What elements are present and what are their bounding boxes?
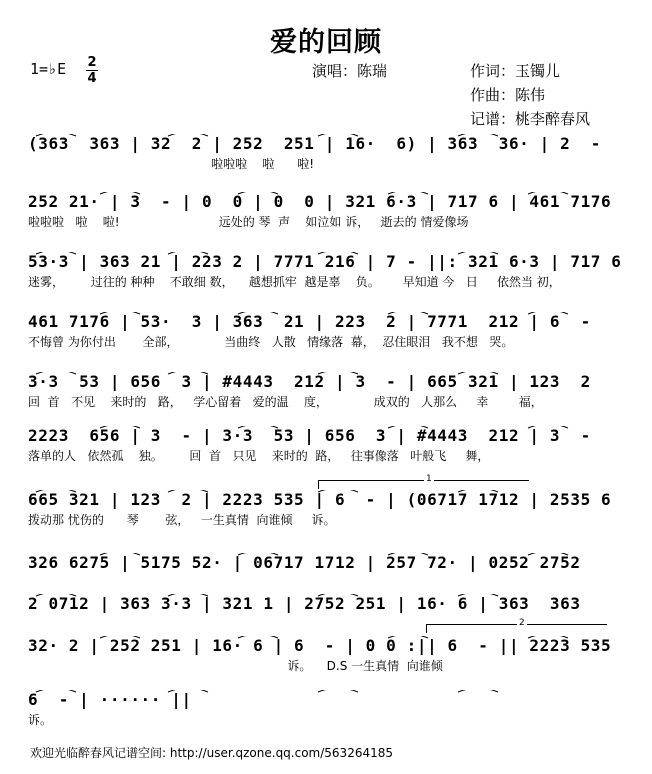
notation-line: 461 7176 | 53· 3 | 363 21 | 223 2 | 7771 212 | 6 - bbox=[28, 312, 591, 331]
notation-line: 6 - | ······ || bbox=[28, 690, 192, 709]
staff-row bbox=[28, 252, 622, 296]
staff-row bbox=[28, 192, 618, 236]
meter-bottom: 4 bbox=[87, 71, 97, 86]
singer-credit: 演唱：陈瑞 bbox=[312, 62, 388, 80]
lyric-line: 回 首 不见 来时的 路， 学心留着 爱的温 度， 成双的 人那么 幸 福， bbox=[28, 395, 543, 409]
volta-first-ending bbox=[318, 474, 529, 489]
time-signature bbox=[86, 56, 98, 85]
notation-line: 665 321 | 123 2 | 2223 535 | 6 - | (06717 1712 | 2535 6 bbox=[28, 490, 612, 509]
lyricist-credit: 作词：玉镯儿 bbox=[470, 62, 561, 80]
notation-line: 326 6275 | 5175 52· | 06717 1712 | 257 72· | 0252 2752 bbox=[28, 553, 581, 572]
staff-row bbox=[28, 372, 618, 416]
lyric-line: 落单的人 依然孤 独。 回 首 只见 来时的 路， 往事像落 叶般飞 舞， bbox=[28, 449, 490, 463]
key-signature: 1=♭E bbox=[30, 60, 67, 78]
footer-note: 欢迎光临醉春风记谱空间: http://user.qzone.qq.com/563264185 bbox=[30, 746, 394, 760]
song-title: 爱的回顾 bbox=[270, 27, 382, 58]
notation-line: 53·3 | 363 21 | 223 2 | 7771 216 | 7 - ||: 321 6·3 | 717 6 bbox=[28, 252, 622, 271]
volta-second-ending bbox=[426, 618, 607, 633]
notation-line: (363 363 | 32 2 | 252 251 | 16· 6) | 363 36· | 2 - bbox=[28, 134, 602, 153]
staff-row bbox=[28, 553, 618, 597]
notation-line: 252 21· | 3 - | 0 0 | 0 0 | 321 6·3 | 717 6 | 461 7176 bbox=[28, 192, 612, 211]
notation-line: 2 0712 | 363 3·3 | 321 1 | 2752 251 | 16· 6 | 363 363 bbox=[28, 594, 581, 613]
volta-first-number: 1 bbox=[426, 474, 432, 484]
staff-row bbox=[28, 134, 618, 178]
notation-line: 3·3 53 | 656 3 | #4443 212 | 3 - | 665 321 | 123 2 bbox=[28, 372, 591, 391]
transcriber-credit: 记谱：桃李醉春风 bbox=[470, 110, 591, 128]
staff-row bbox=[28, 690, 618, 734]
notation-line: 2223 656 | 3 - | 3·3 53 | 656 3 | #4443 212 | 3 - bbox=[28, 426, 591, 445]
staff-row bbox=[28, 490, 618, 534]
notation-line: 32· 2 | 252 251 | 16· 6 | 6 - | 0 0 :|| 6 - || 2223 535 bbox=[28, 636, 612, 655]
lyric-line: 诉。 D.S 一生真情 向谁倾 bbox=[28, 659, 443, 673]
lyric-line: 迷雾， 过往的 种种 不敢细 数， 越想抓牢 越是辜 负。 早知道 今 日 依然当 初， bbox=[28, 275, 561, 289]
lyric-line: 拨动那 忧伤的 琴 弦， 一生真情 向谁倾 诉。 bbox=[28, 513, 336, 527]
lyric-line: 不悔曾 为你付出 全部， 当曲终 人散 情缘落 幕， 忍住眼泪 我不想 哭。 bbox=[28, 335, 514, 349]
meter-top: 2 bbox=[87, 55, 97, 70]
lyric-line: 诉。 bbox=[28, 713, 53, 727]
staff-row bbox=[28, 312, 618, 356]
staff-row bbox=[28, 636, 618, 680]
composer-credit: 作曲：陈伟 bbox=[470, 86, 546, 104]
staff-row bbox=[28, 426, 618, 470]
volta-second-number: 2 bbox=[519, 618, 525, 628]
lyric-line: 啦啦啦 啦 啦! bbox=[28, 157, 315, 171]
lyric-line: 啦啦啦 啦 啦! 远处的 琴 声 如泣如 诉， 逝去的 情爱像场 bbox=[28, 215, 469, 229]
